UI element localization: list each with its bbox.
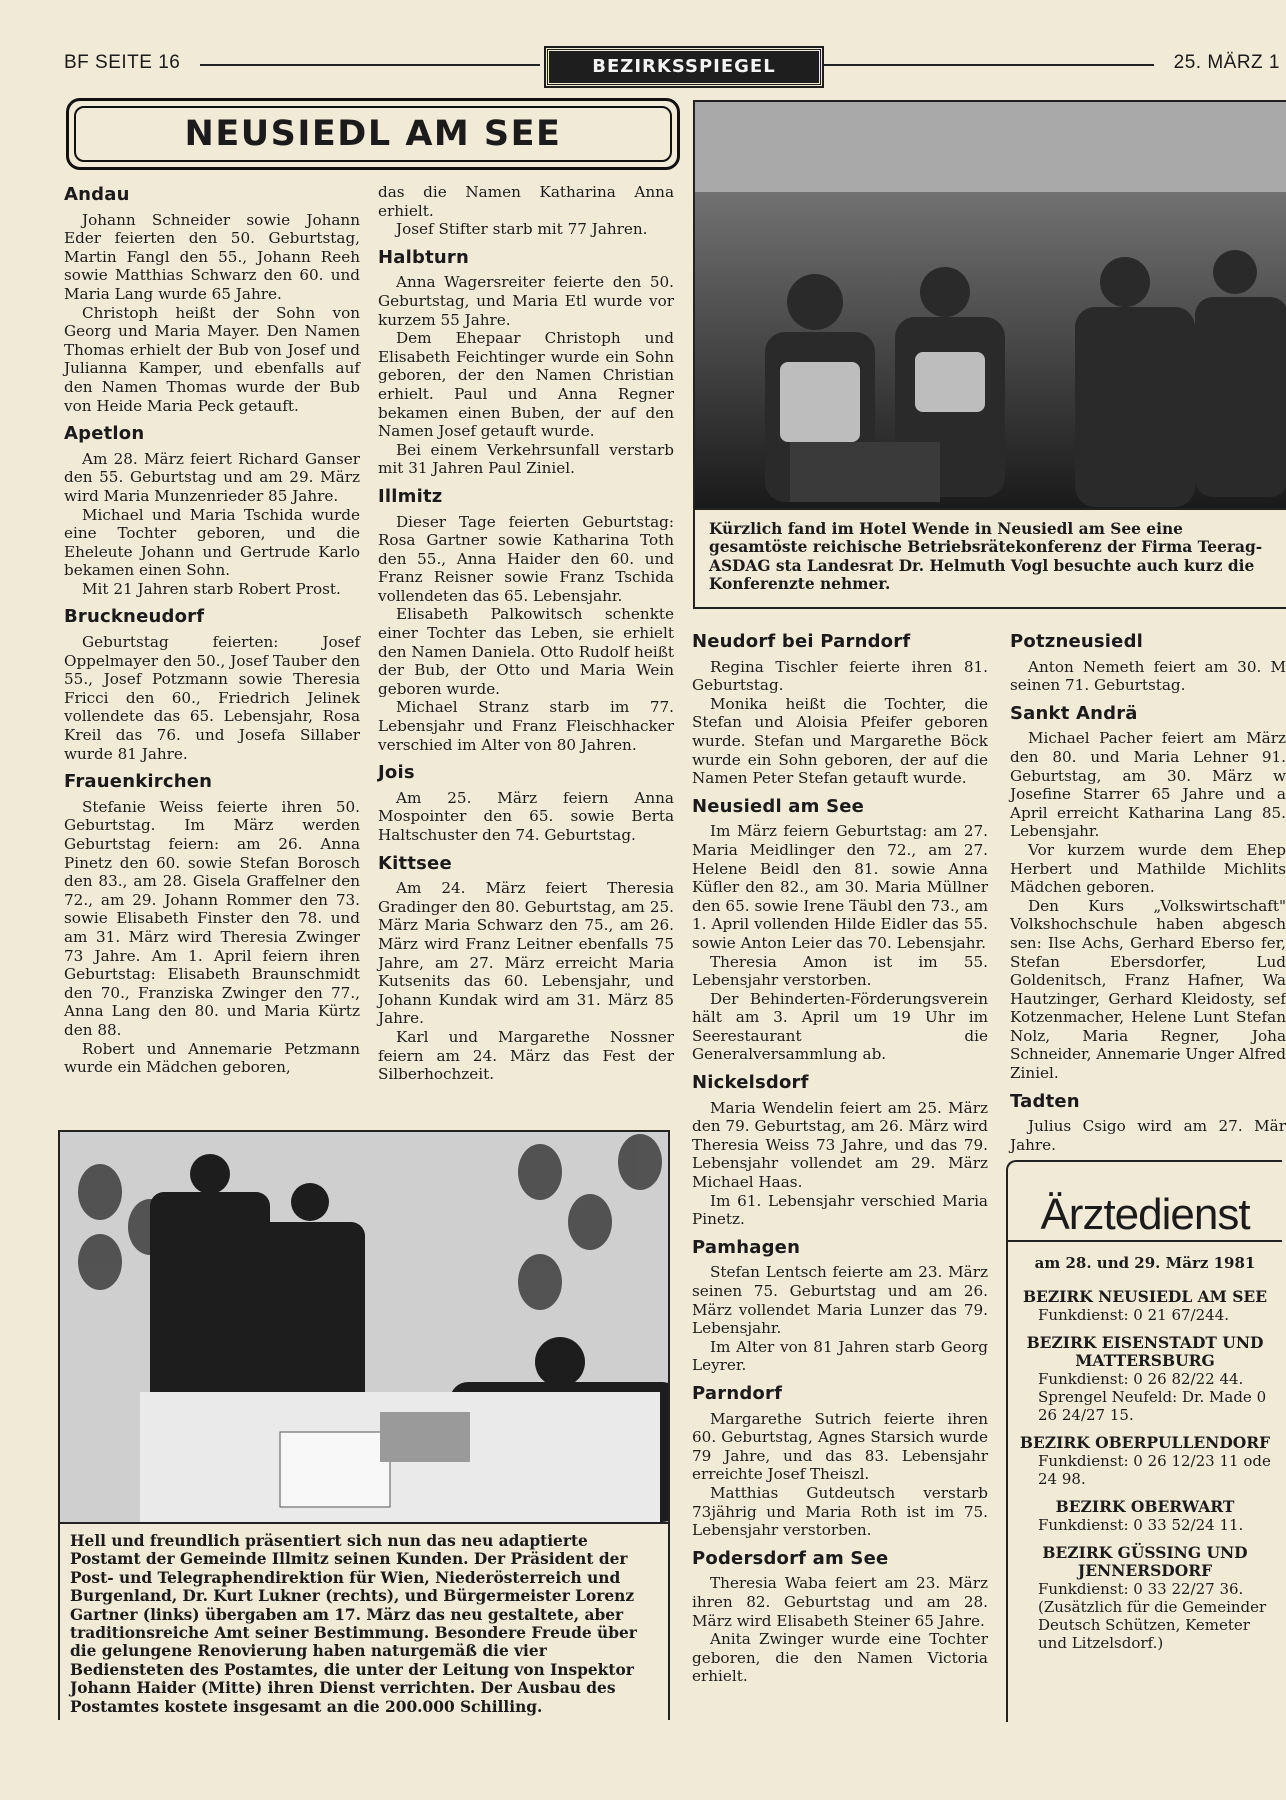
district-title: NEUSIEDL AM SEE [74, 106, 672, 162]
aerztedienst-list [1008, 1288, 1282, 1652]
news-paragraph: Vor kurzem wurde dem Ehep Herbert und Mathilde Michlits Mädchen geboren. [1010, 840, 1286, 897]
locality-heading: Podersdorf am See [692, 1547, 889, 1569]
aerztedienst-box [1006, 1160, 1282, 1722]
locality-heading: Halbturn [378, 246, 469, 268]
news-paragraph: Der Behinderten-Förderungsverein hält am 3. April um 19 Uhr im Seerestaurant die Generalversammlung ab. [692, 989, 988, 1064]
column-1 [64, 186, 360, 1077]
locality-heading: Jois [378, 762, 415, 784]
locality-heading: Nickelsdorf [692, 1072, 809, 1094]
district-name: BEZIRK GÜSSING UND JENNERSDORF [1042, 1543, 1248, 1580]
news-paragraph: Robert und Annemarie Petzmann wurde ein Mädchen geboren, [64, 1039, 360, 1077]
post-office-photo-image [60, 1132, 668, 1522]
news-paragraph: Am 24. März feiert Theresia Gradinger den 80. Geburtstag, am 25. März Maria Schwarz den 75., am 26. März wird Franz Leitner ebenfalls 75 Jahre, am 27. März erreicht Maria Kutsenits das 60. Lebensjahr, und Johann Kundak wird am 31. März 85 Jahre. [378, 879, 674, 1028]
locality-heading: Neudorf bei Parndorf [692, 631, 911, 652]
news-paragraph: Im März feiern Geburtstag: am 27. Maria Meidlinger den 72., am 27. Helene Beidl den 81. sowie Anna Küfler den 82., am 30. Maria Müllner den 65. sowie Irene Täubl den 73., am 1. April vollenden Hilde Eidler das 55. sowie Anton Leier das 70. Lebensjahr. [692, 822, 988, 952]
locality-heading: Illmitz [378, 485, 443, 507]
locality-heading: Kittsee [378, 852, 452, 874]
district-name: BEZIRK NEUSIEDL AM SEE [1022, 1287, 1268, 1306]
district-name: BEZIRK EISENSTADT UND MATTERSBURG [1026, 1333, 1264, 1370]
news-paragraph: Stefanie Weiss feierte ihren 50. Geburtstag. Im März werden Geburtstag feiern: am 26. Anna Pinetz den 60. sowie Stefan Borosch den 83., am 28. Gisela Graffelner den 72., am 29. Johann Rommer den 73. sowie Elisabeth Finster den 78. und am 31. März wird Theresia Zwinger 73 Jahre. Am 1. April feiern ihren Geburtstag: Elisabeth Braunschmidt den 70., Franziska Zwinger den 77., Anna Lang den 80. und Maria Kürtz den 88. [64, 797, 360, 1039]
bottom-photo-caption: Hell und freundlich präsentiert sich nun das neu adaptierte Postamt der Gemeinde Illmitz seinen Kunden. Der Präsident der Post- und Telegraphendirektion für Wien, Niederösterreich und Burgenland, Dr. Kurt Lukner (rechts), und Bürgermeister Lorenz Gartner (links) übergaben am 17. März das neu gestaltete, aber traditionsreiche Amt seiner Bestimmung. Besondere Freude über die gelungene Renovierung haben naturgemäß die vier Bediensteten des Postamtes, die unter der Leitung von Inspektor Johann Haider (Mitte) ihren Dienst verrichten. Der Ausbau des Postamtes kostete insgesamt an die 200.000 Schilling. [60, 1522, 668, 1722]
news-paragraph: Regina Tischler feierte ihren 81. Geburtstag. [692, 657, 988, 695]
aerztedienst-title-rule [1008, 1240, 1282, 1242]
district-name: BEZIRK OBERPULLENDORF [1019, 1433, 1271, 1452]
on-call-info: Funkdienst: 0 21 67/244. [1038, 1306, 1230, 1324]
news-paragraph: Christoph heißt der Sohn von Georg und Maria Mayer. Den Namen Thomas erhielt der Bub von Josef und Julianna Kamper, und ebenfalls auf den Namen Thomas wurde der Bub von Heide Maria Peck getauft. [64, 303, 360, 415]
news-paragraph: Im Alter von 81 Jahren starb Georg Leyrer. [692, 1337, 988, 1375]
news-paragraph: Maria Wendelin feiert am 25. März den 79. Geburtstag, am 26. März wird Theresia Weiss 73 Jahre, und das 79. Lebensjahr vollendet am 29. März Michael Haas. [692, 1098, 988, 1192]
news-paragraph: Julius Csigo wird am 27. Mär Jahre. [1010, 1117, 1286, 1154]
on-call-info: Funkdienst: 0 26 82/22 44. Sprengel Neufeld: Dr. Made 0 26 24/27 15. [1038, 1370, 1267, 1424]
post-office-photo [60, 1132, 668, 1522]
district-name: BEZIRK OBERWART [1055, 1497, 1235, 1516]
news-paragraph: Am 28. März feiert Richard Ganser den 55. Geburtstag und am 29. März wird Maria Munzenrieder 85 Jahre. [64, 449, 360, 505]
column-3 [692, 633, 988, 1686]
locality-heading: Frauenkirchen [64, 771, 213, 793]
issue-date: 25. MÄRZ 1 [1173, 52, 1280, 73]
news-paragraph: Am 25. März feiern Anna Mospointer den 65. sowie Berta Haltschuster den 74. Geburtstag. [378, 788, 674, 844]
header-rule-right [824, 64, 1154, 66]
news-paragraph: Josef Stifter starb mit 77 Jahren. [396, 220, 648, 239]
news-paragraph: Monika heißt die Tochter, die Stefan und Aloisia Pfeifer geboren wurde. Stefan und Margarethe Böck wurde ein Sohn geboren, der auf die Namen Peter Stefan getauft wurde. [692, 694, 988, 788]
on-call-info: Funkdienst: 0 26 12/23 11 ode 24 98. [1038, 1452, 1271, 1488]
news-paragraph: Michael Pacher feiert am März den 80. und Maria Lehner 91. Geburtstag, am 30. März w Josefine Starrer 65 Jahre und a April erreicht Katharina Lang 85. Lebensjahr. [1010, 729, 1286, 841]
news-paragraph: Theresia Waba feiert am 23. März ihren 82. Geburtstag und am 28. März wird Elisabeth Steiner 65 Jahre. [692, 1574, 988, 1630]
news-paragraph: Mit 21 Jahren starb Robert Prost. [82, 579, 341, 598]
news-paragraph: Margarethe Sutrich feierte ihren 60. Geburtstag, Agnes Starsich wurde 79 Jahre, und das 83. Lebensjahr erreichte Josef Theiszl. [692, 1409, 988, 1484]
news-paragraph: Michael und Maria Tschida wurde eine Tochter geboren, und die Eheleute Johann und Gertrude Karlo bekamen einen Sohn. [64, 505, 360, 580]
news-paragraph: Michael Stranz starb im 77. Lebensjahr und Franz Fleischhacker verschied im Alter von 80 Jahren. [378, 698, 674, 754]
locality-heading: Bruckneudorf [64, 606, 205, 628]
news-paragraph: Anton Nemeth feiert am 30. M seinen 71. Geburtstag. [1010, 657, 1286, 695]
news-paragraph: Anna Wagersreiter feierte den 50. Geburtstag, und Maria Etl wurde vor kurzem 55 Jahre. [378, 273, 674, 329]
news-paragraph: Matthias Gutdeutsch verstarb 73jährig und Maria Roth ist im 75. Lebensjahr verstorben. [692, 1483, 988, 1540]
locality-heading: Apetlon [64, 423, 145, 445]
bottom-photo-frame [58, 1130, 670, 1720]
top-photo-caption: Kürzlich fand im Hotel Wende in Neusiedl am See eine gesamtöste reichische Betriebsrätekonferenz der Firma Teerag-ASDAG sta Landesrat Dr. Helmuth Vogl besuchte auch kurz die Konferenzte nehmer. [695, 508, 1286, 600]
news-paragraph: Dieser Tage feierten Geburtstag: Rosa Gartner sowie Katharina Toth den 55., Anna Haider den 60. und Franz Reisner sowie Franz Tschida vollendeten das 65. Lebensjahr. [378, 512, 674, 605]
locality-heading: Neusiedl am See [692, 795, 865, 817]
news-paragraph: Den Kurs „Volkswirtschaft" Volkshochschule haben abgesch sen: Ilse Achs, Gerhard Eberso fer, Stefan Ebersdorfer, Lud Goldenitsch, Franz Hafner, Wa Hautzinger, Gerhard Kleidosty, sef Kotzenmacher, Helene Lunt Stefan Nolz, Maria Regner, Joha Schneider, Annemarie Unger Alfred Ziniel. [1010, 896, 1286, 1083]
column-2 [378, 183, 674, 1084]
news-paragraph: Theresia Amon ist im 55. Lebensjahr verstorben. [692, 952, 988, 990]
on-call-info: Funkdienst: 0 33 52/24 11. [1038, 1516, 1244, 1534]
locality-heading: Pamhagen [692, 1236, 801, 1258]
news-paragraph: Dem Ehepaar Christoph und Elisabeth Feichtinger wurde ein Sohn geboren, der den Namen Christian erhielt. Paul und Anna Regner bekamen einen Buben, der auf den Namen Josef getauft wurde. [378, 329, 674, 441]
section-label: BEZIRKSSPIEGEL [546, 48, 822, 86]
locality-heading: Tadten [1010, 1090, 1080, 1112]
page-number-label: BF SEITE 16 [64, 52, 181, 73]
news-paragraph: Geburtstag feierten: Josef Oppelmayer den 50., Josef Tauber den 55., Josef Potzmann sowie Theresia Fricci den 60., Friedrich Jelinek vollendete das 65. Lebensjahr, Rosa Kreil das 76. und Josefa Sillaber wurde 81 Jahre. [64, 633, 360, 763]
locality-heading: Parndorf [692, 1382, 783, 1404]
news-paragraph: Im 61. Lebensjahr verschied Maria Pinetz. [692, 1191, 988, 1229]
news-paragraph: Anita Zwinger wurde eine Tochter geboren, die den Namen Victoria erhielt. [692, 1630, 988, 1686]
locality-heading: Sankt Andrä [1010, 702, 1138, 724]
top-photo-frame [693, 100, 1286, 609]
news-paragraph: Stefan Lentsch feierte am 23. März seinen 75. Geburtstag und am 26. März vollendet Maria Lunzer das 79. Lebensjahr. [692, 1263, 988, 1338]
news-paragraph: Johann Schneider sowie Johann Eder feierten den 50. Geburtstag, Martin Fangl den 55., Johann Reeh sowie Matthias Schwarz den 60. und Maria Lang wurde 65 Jahre. [64, 210, 360, 303]
news-paragraph: Elisabeth Palkowitsch schenkte einer Tochter das Leben, sie erhielt den Namen Daniela. Otto Rudolf heißt der Bub, der Otto und Maria Wein geboren wurde. [378, 605, 674, 698]
on-call-info: Funkdienst: 0 33 22/27 36. (Zusätzlich für die Gemeinder Deutsch Schützen, Kemeter und Litzelsdorf.) [1038, 1580, 1267, 1652]
news-paragraph: Karl und Margarethe Nossner feiern am 24. März das Fest der Silberhochzeit. [378, 1027, 674, 1084]
column-4 [1010, 633, 1286, 1154]
aerztedienst-title: Ärztedienst [1040, 1190, 1250, 1239]
district-title-box [66, 98, 680, 170]
news-paragraph: das die Namen Katharina Anna erhielt. [378, 183, 674, 220]
news-paragraph: Bei einem Verkehrsunfall verstarb mit 31 Jahren Paul Ziniel. [378, 440, 674, 478]
conference-photo [695, 102, 1286, 508]
header-rule-left [200, 64, 540, 66]
aerztedienst-date: am 28. und 29. März 1981 [1034, 1254, 1256, 1272]
locality-heading: Potzneusiedl [1010, 631, 1144, 652]
conference-photo-image [695, 102, 1286, 508]
locality-heading: Andau [64, 184, 130, 205]
